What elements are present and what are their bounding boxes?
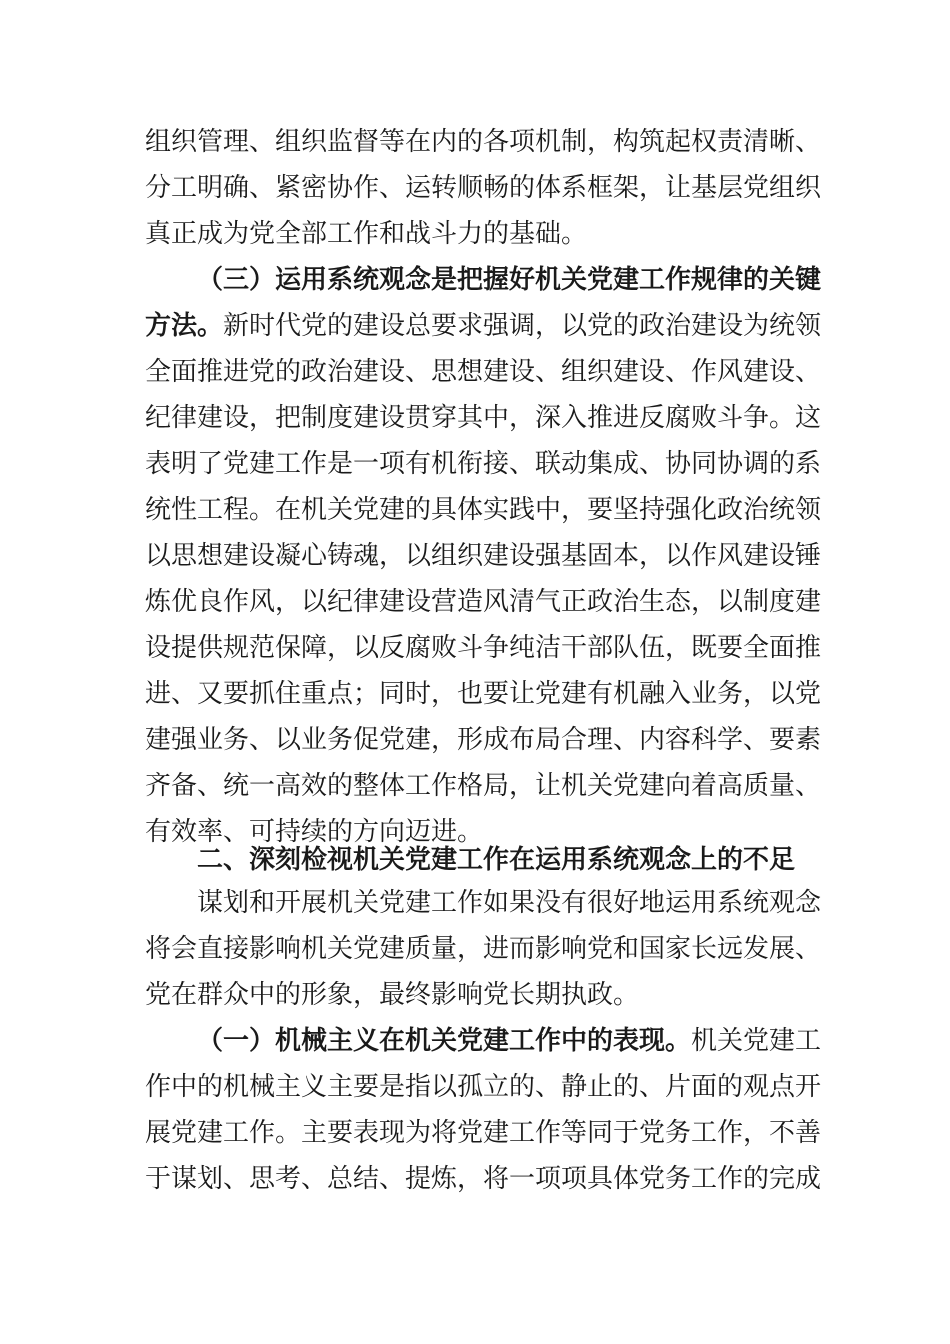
paragraph-line: 谋划和开展机关党建工作如果没有很好地运用系统观念 xyxy=(197,888,822,918)
paragraph-line: 炼优良作风，以纪律建设营造风清气正政治生态，以制度建 xyxy=(145,587,822,617)
paragraph-line: 纪律建设，把制度建设贯穿其中，深入推进反腐败斗争。这 xyxy=(145,403,822,433)
paragraph-line: 作中的机械主义主要是指以孤立的、静止的、片面的观点开 xyxy=(145,1072,822,1102)
paragraph-line: 设提供规范保障，以反腐败斗争纯洁干部队伍，既要全面推 xyxy=(145,633,822,663)
paragraph-line: 进、又要抓住重点；同时，也要让党建有机融入业务，以党 xyxy=(145,679,822,709)
subheading-tail: 方法。 xyxy=(145,311,224,341)
paragraph-line: 统性工程。在机关党建的具体实践中，要坚持强化政治统领 xyxy=(145,495,822,525)
paragraph-line: 组织管理、组织监督等在内的各项机制，构筑起权责清晰、 xyxy=(145,127,822,157)
paragraph-line: 建强业务、以业务促党建，形成布局合理、内容科学、要素 xyxy=(145,725,822,755)
subheading-lead: （一）机械主义在机关党建工作中的表现。 xyxy=(197,1026,692,1056)
paragraph-line xyxy=(197,1018,822,1064)
paragraph-line: 将会直接影响机关党建质量，进而影响党和国家长远发展、 xyxy=(145,934,822,964)
paragraph-line xyxy=(145,303,822,349)
section-heading: 二、深刻检视机关党建工作在运用系统观念上的不足 xyxy=(197,845,796,875)
paragraph-line: 以思想建设凝心铸魂，以组织建设强基固本，以作风建设锤 xyxy=(145,541,822,571)
paragraph-text: 机关党建工 xyxy=(691,1026,822,1056)
paragraph-line: 表明了党建工作是一项有机衔接、联动集成、协同协调的系 xyxy=(145,449,822,479)
paragraph-line: 全面推进党的政治建设、思想建设、组织建设、作风建设、 xyxy=(145,357,822,387)
paragraph-line: 党在群众中的形象，最终影响党长期执政。 xyxy=(145,980,640,1010)
paragraph-line: 真正成为党全部工作和战斗力的基础。 xyxy=(145,219,588,249)
paragraph-line: 有效率、可持续的方向迈进。 xyxy=(145,817,484,847)
paragraph-line: 齐备、统一高效的整体工作格局，让机关党建向着高质量、 xyxy=(145,771,822,801)
paragraph-text: 新时代党的建设总要求强调，以党的政治建设为统领 xyxy=(223,311,822,341)
subheading-line: （三）运用系统观念是把握好机关党建工作规律的关键 xyxy=(197,265,822,295)
paragraph-line: 分工明确、紧密协作、运转顺畅的体系框架，让基层党组织 xyxy=(145,173,822,203)
paragraph-line: 展党建工作。主要表现为将党建工作等同于党务工作，不善 xyxy=(145,1118,822,1148)
paragraph-line: 于谋划、思考、总结、提炼，将一项项具体党务工作的完成 xyxy=(145,1164,822,1194)
